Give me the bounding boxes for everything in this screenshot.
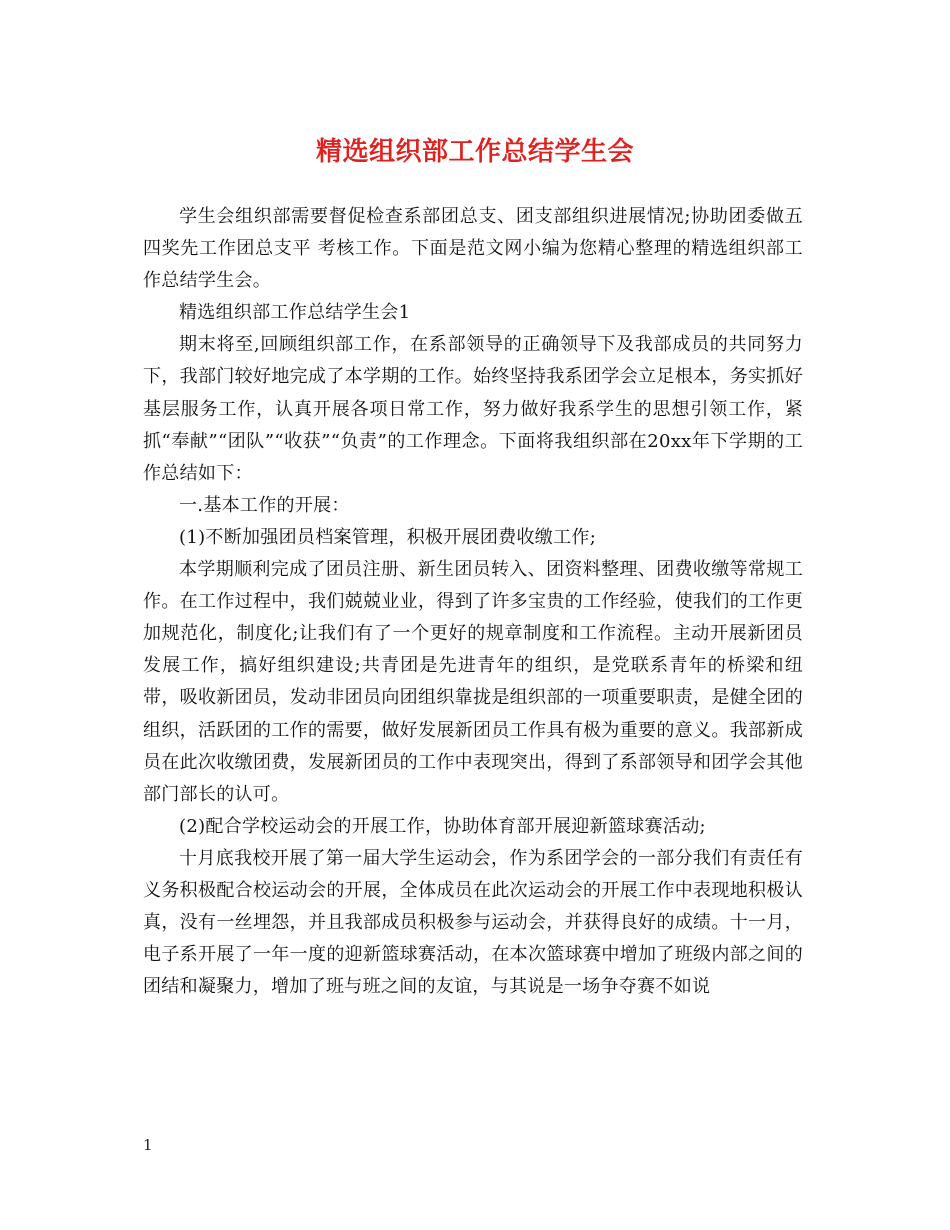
list-item-1: (1)不断加强团员档案管理，积极开展团费收缴工作; (179, 526, 597, 548)
body-paragraph: 期末将至,回顾组织部工作，在系部领导的正确领导下及我部成员的共同努力下，我部门较好地完成了本学期的工作。始终坚持我系团学会立足根本，务实抓好基层服务工作，认真开展各项日常工作，努力做好我系学生的思想引领工作，紧抓“奉献”“团队”“收获”“负责”的工作理念。下面将我组织部在20xx年下学期的工作总结如下： (143, 334, 803, 484)
body-paragraph: 十月底我校开展了第一届大学生运动会，作为系团学会的一部分我们有责任有义务积极配合校运动会的开展，全体成员在此次运动会的开展工作中表现地积极认真，没有一丝埋怨，并且我部成员积极参与运动会，并获得良好的成绩。十一月，电子系开展了一年一度的迎新篮球赛活动，在本次篮球赛中增加了班级内部之间的团结和凝聚力，增加了班与班之间的友谊，与其说是一场争夺赛不如说 (143, 847, 803, 998)
subheading-basic-work: 一.基本工作的开展： (179, 494, 350, 516)
document-title: 精选组织部工作总结学生会 (315, 137, 634, 167)
body-paragraph: 本学期顺利完成了团员注册、新生团员转入、团资料整理、团费收缴等常规工作。在工作过程中，我们兢兢业业，得到了许多宝贵的工作经验，使我们的工作更加规范化，制度化;让我们有了一个更好的规章制度和工作流程。主动开展新团员发展工作，搞好组织建设;共青团是先进青年的组织，是党联系青年的桥梁和纽带，吸收新团员，发动非团员向团组织靠拢是组织部的一项重要职责，是健全团的组织，活跃团的工作的需要，做好发展新团员工作具有极为重要的意义。我部新成员在此次收缴团费，发展新团员的工作中表现突出，得到了系部领导和团学会其他部门部长的认可。 (143, 559, 803, 805)
page-number: 1 (143, 1136, 153, 1154)
intro-paragraph: 学生会组织部需要督促检查系部团总支、团支部组织进展情况;协助团委做五四奖先工作团总支平 考核工作。下面是范文网小编为您精心整理的精选组织部工作总结学生会。 (143, 206, 803, 292)
list-item-2: (2)配合学校运动会的开展工作，协助体育部开展迎新篮球赛活动; (179, 815, 706, 837)
document-body (143, 201, 803, 1003)
section-heading-1: 精选组织部工作总结学生会1 (179, 302, 411, 324)
